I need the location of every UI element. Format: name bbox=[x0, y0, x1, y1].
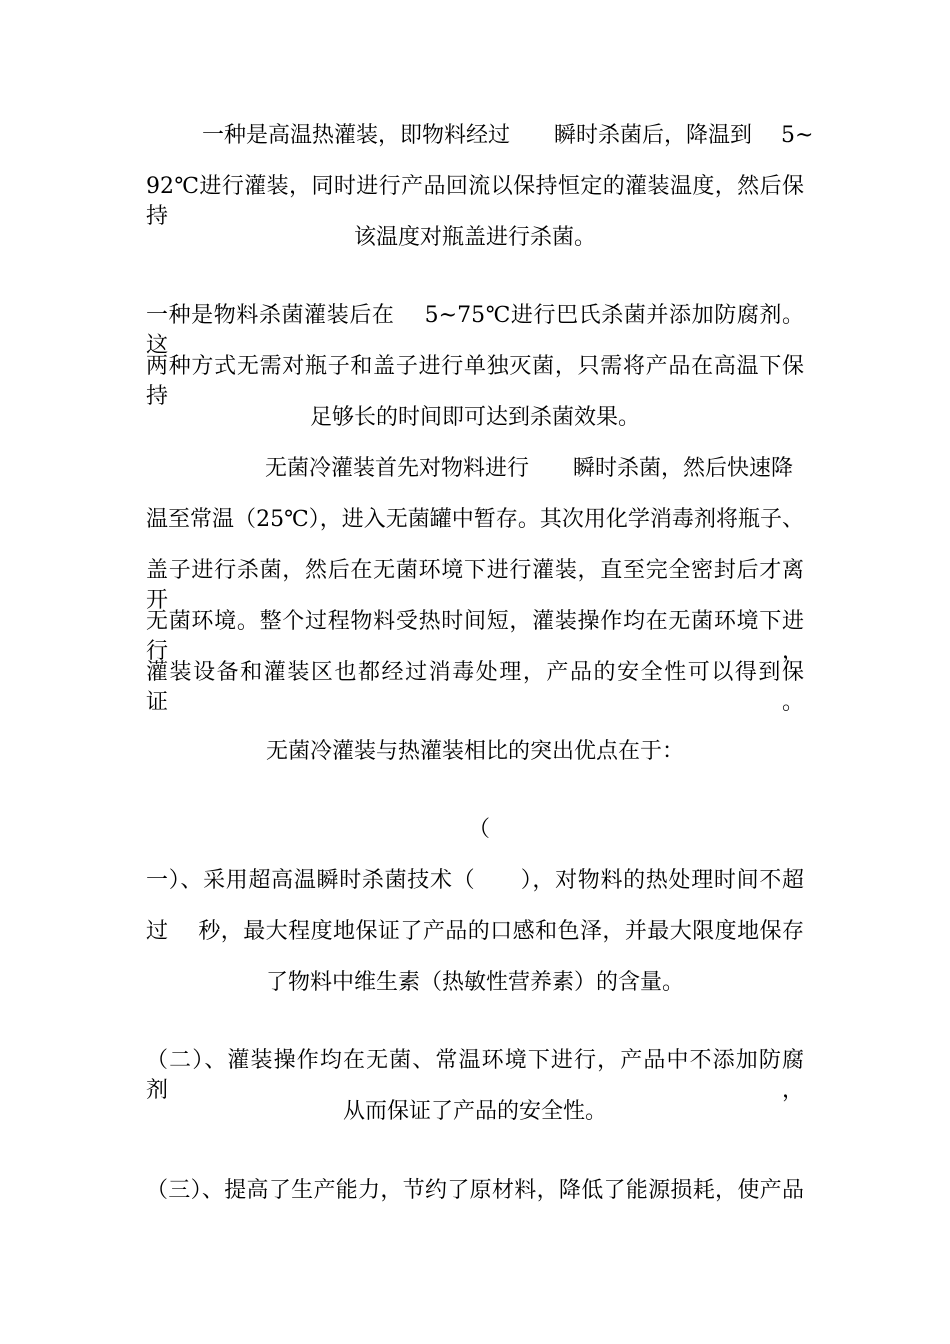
point-1-open-paren: （ bbox=[468, 817, 491, 842]
paragraph-3-line-2: 温至常温（25℃），进入无菌罐中暂存。其次用化学消毒剂将瓶子、 bbox=[146, 507, 804, 532]
point-2-line-2: 从而保证了产品的安全性。 bbox=[342, 1099, 607, 1124]
advantages-heading: 无菌冷灌装与热灌装相比的突出优点在于： bbox=[265, 739, 684, 764]
paragraph-1-line-1: 一种是高温热灌装，即物料经过 瞬时杀菌后，降温到 5~ bbox=[202, 123, 814, 148]
point-2-line-1: （二）、灌装操作均在无菌、常温环境下进行，产品中不添加防腐剂， bbox=[146, 1048, 804, 1103]
point-1-line-3: 了物料中维生素（热敏性营养素）的含量。 bbox=[265, 970, 684, 995]
paragraph-2-line-2: 两种方式无需对瓶子和盖子进行单独灭菌，只需将产品在高温下保持 bbox=[146, 354, 804, 409]
paragraph-1-line-3: 该温度对瓶盖进行杀菌。 bbox=[353, 225, 596, 250]
paragraph-3-line-5: 灌装设备和灌装区也都经过消毒处理，产品的安全性可以得到保证。 bbox=[146, 660, 804, 715]
point-3-line-1: （三）、提高了生产能力，节约了原材料，降低了能源损耗，使产品 bbox=[146, 1178, 804, 1203]
paragraph-2-line-3: 足够长的时间即可达到杀菌效果。 bbox=[309, 405, 640, 430]
paragraph-2-line-1: 一种是物料杀菌灌装后在 5~75℃进行巴氏杀菌并添加防腐剂。 这 bbox=[146, 303, 804, 358]
point-1-line-1: 一）、采用超高温瞬时杀菌技术（ ），对物料的热处理时间不超 bbox=[146, 868, 804, 893]
point-1-line-2: 过 秒，最大程度地保证了产品的口感和色泽，并最大限度地保存 bbox=[146, 919, 804, 944]
paragraph-3-line-4: 无菌环境。整个过程物料受热时间短，灌装操作均在无菌环境下进行， bbox=[146, 609, 804, 664]
paragraph-1-line-2: 92℃进行灌装，同时进行产品回流以保持恒定的灌装温度，然后保持 bbox=[146, 174, 804, 229]
paragraph-3-line-1: 无菌冷灌装首先对物料进行 瞬时杀菌，然后快速降 bbox=[265, 456, 794, 481]
paragraph-3-line-3: 盖子进行杀菌，然后在无菌环境下进行灌装，直至完全密封后才离开 bbox=[146, 558, 804, 613]
